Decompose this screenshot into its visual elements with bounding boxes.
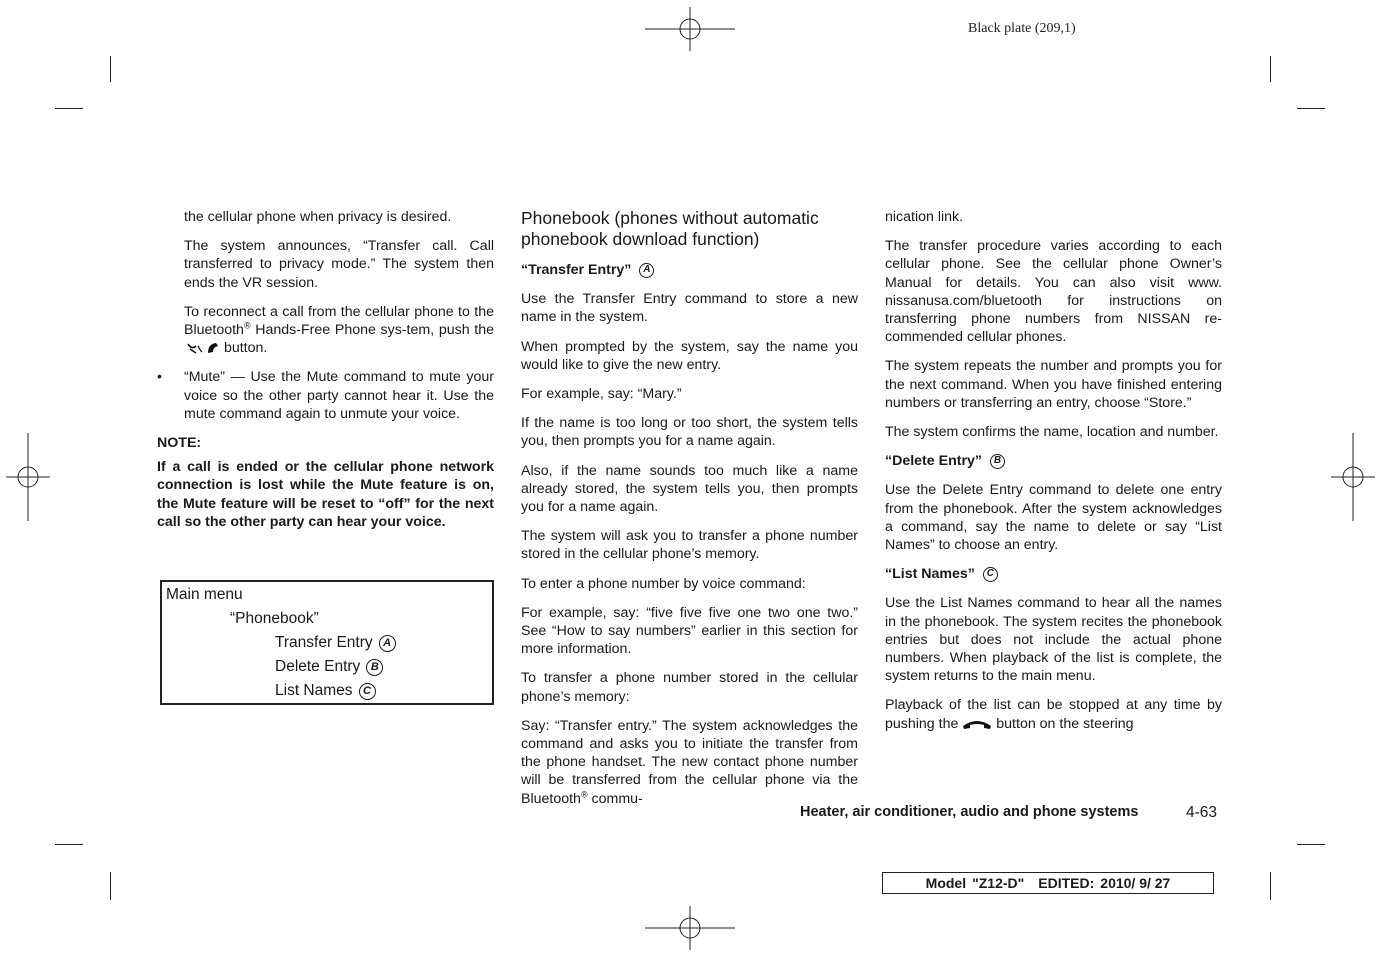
paragraph: When prompted by the system, say the name you would like to give the new entry. <box>521 338 858 373</box>
crop-mark <box>55 844 83 845</box>
badge-b-icon: B <box>366 659 383 676</box>
model-value: "Z12-D" <box>972 875 1025 891</box>
paragraph: the cellular phone when privacy is desired. <box>184 209 452 225</box>
paragraph: To transfer a phone number stored in the cellular phone’s memory: <box>521 670 858 705</box>
edited-label: EDITED: <box>1038 875 1095 891</box>
menu-root: Main menu <box>166 586 243 603</box>
registration-mark-icon <box>1331 433 1375 521</box>
badge-c-icon: C <box>359 683 376 700</box>
menu-item-list-names <box>275 682 376 700</box>
registration-mark-icon <box>645 906 735 950</box>
bullet-item <box>157 368 494 423</box>
section-heading: Phonebook (phones without automatic phonebook download function) <box>521 208 819 249</box>
crop-mark <box>1297 844 1325 845</box>
subheading-list-names <box>885 565 1222 583</box>
bullet-text: “Mute” — Use the Mute command to mute your voice so the other party cannot hear it. Use the mute command again to unmute your voice. <box>184 369 494 422</box>
text-run: button. <box>223 340 268 357</box>
column-right <box>885 208 1222 744</box>
paragraph <box>885 696 1222 732</box>
crop-mark <box>110 56 111 82</box>
section-footer-title: Heater, air conditioner, audio and phone systems <box>800 804 1139 820</box>
badge-a-icon: A <box>379 635 396 652</box>
crop-mark <box>110 872 111 900</box>
model-label: Model <box>925 875 967 891</box>
column-middle <box>521 208 858 819</box>
paragraph: Use the Delete Entry command to delete one entry from the phonebook. After the system acknowledges a command, say the name to delete or say “List Names” to choose an entry. <box>885 482 1222 554</box>
plate-label: Black plate (209,1) <box>968 21 1076 36</box>
note-label: NOTE: <box>157 435 202 452</box>
crop-mark <box>1270 872 1271 900</box>
text-run: Say: “Transfer entry.” The system acknowledges the command and asks you to initiate the transfer from the phone handset. The new contact phone number will be transferred from the cellular phone via the Bluetooth <box>521 717 858 807</box>
menu-item-transfer-entry <box>275 634 396 652</box>
page-number: 4-63 <box>1186 804 1218 821</box>
menu-item-label: Transfer Entry <box>275 634 373 651</box>
menu-item-delete-entry <box>275 658 383 676</box>
subheading-transfer-entry <box>521 261 858 279</box>
paragraph: The system will ask you to transfer a phone number stored in the cellular phone’s memory. <box>521 528 858 563</box>
text-run: button on the steering <box>996 715 1134 732</box>
text-run: Playback of the list can be stopped at any time by pushing the <box>885 697 1222 732</box>
paragraph: For example, say: “Mary.” <box>521 386 682 403</box>
crop-mark <box>1297 108 1325 109</box>
subheading-text: “List Names” <box>885 566 975 583</box>
registered-symbol: ® <box>580 788 588 799</box>
registration-mark-icon <box>645 7 735 51</box>
note-body: If a call is ended or the cellular phone network connection is lost while the Mute feature is on, the Mute feature will be reset to “off” for the next call so the other party can hear your voice. <box>157 459 494 530</box>
paragraph: nication link. <box>885 209 964 225</box>
paragraph: For example, say: “five five five one two one two.” See “How to say numbers” earlier in this section for more information. <box>521 604 858 658</box>
voice-menu-diagram <box>160 580 494 705</box>
model-edited-box <box>882 872 1214 894</box>
subheading-delete-entry <box>885 452 1222 470</box>
paragraph: The system announces, “Transfer call. Call transferred to privacy mode.” The system then ends the VR session. <box>184 238 494 291</box>
talk-button-icon <box>184 340 220 356</box>
paragraph: The transfer procedure varies according to each cellular phone. See the cellular phone Owner’s Manual for details. You can also visit www. nissanusa.com/bluetooth for instructions on transferring phone numbers from NISSAN re-commended cellular phones. <box>885 238 1222 346</box>
badge-c-icon: C <box>983 567 998 582</box>
badge-a-icon: A <box>639 263 654 278</box>
registered-symbol: ® <box>243 320 251 331</box>
column-left <box>157 208 494 542</box>
edited-value: 2010/ 9/ 27 <box>1100 875 1171 891</box>
subheading-text: “Delete Entry” <box>885 453 982 470</box>
paragraph <box>157 303 494 358</box>
crop-mark <box>55 108 83 109</box>
menu-item-label: List Names <box>275 682 353 699</box>
crop-mark <box>1270 56 1271 82</box>
text-run: Hands-Free Phone sys-tem, push the <box>250 322 494 339</box>
bullet-dot: • <box>157 369 162 386</box>
menu-phonebook: “Phonebook” <box>230 610 319 627</box>
paragraph <box>521 717 858 808</box>
subheading-text: “Transfer Entry” <box>521 262 632 278</box>
phone-hangup-icon <box>962 718 992 730</box>
paragraph: The system repeats the number and prompts you for the next command. When you have finished entering numbers or transferring an entry, choose “Store.” <box>885 358 1222 411</box>
paragraph: The system confirms the name, location and number. <box>885 424 1219 441</box>
paragraph: If the name is too long or too short, the system tells you, then prompts you for a name again. <box>521 415 858 450</box>
paragraph: To enter a phone number by voice command: <box>521 575 806 592</box>
paragraph: Use the List Names command to hear all the names in the phonebook. The system recites the phonebook entries but does not include the actual phone numbers. When playback of the list is complete, the system returns to the main menu. <box>885 595 1222 685</box>
menu-item-label: Delete Entry <box>275 658 361 675</box>
paragraph: Use the Transfer Entry command to store a new name in the system. <box>521 291 858 326</box>
badge-b-icon: B <box>990 454 1005 469</box>
paragraph: Also, if the name sounds too much like a name already stored, the system tells you, then prompts you for a name again. <box>521 462 858 516</box>
registration-mark-icon <box>6 433 50 521</box>
text-run: commu- <box>587 790 643 807</box>
text-run: To reconnect a call from the cellular phone to the Bluetooth <box>184 303 494 339</box>
